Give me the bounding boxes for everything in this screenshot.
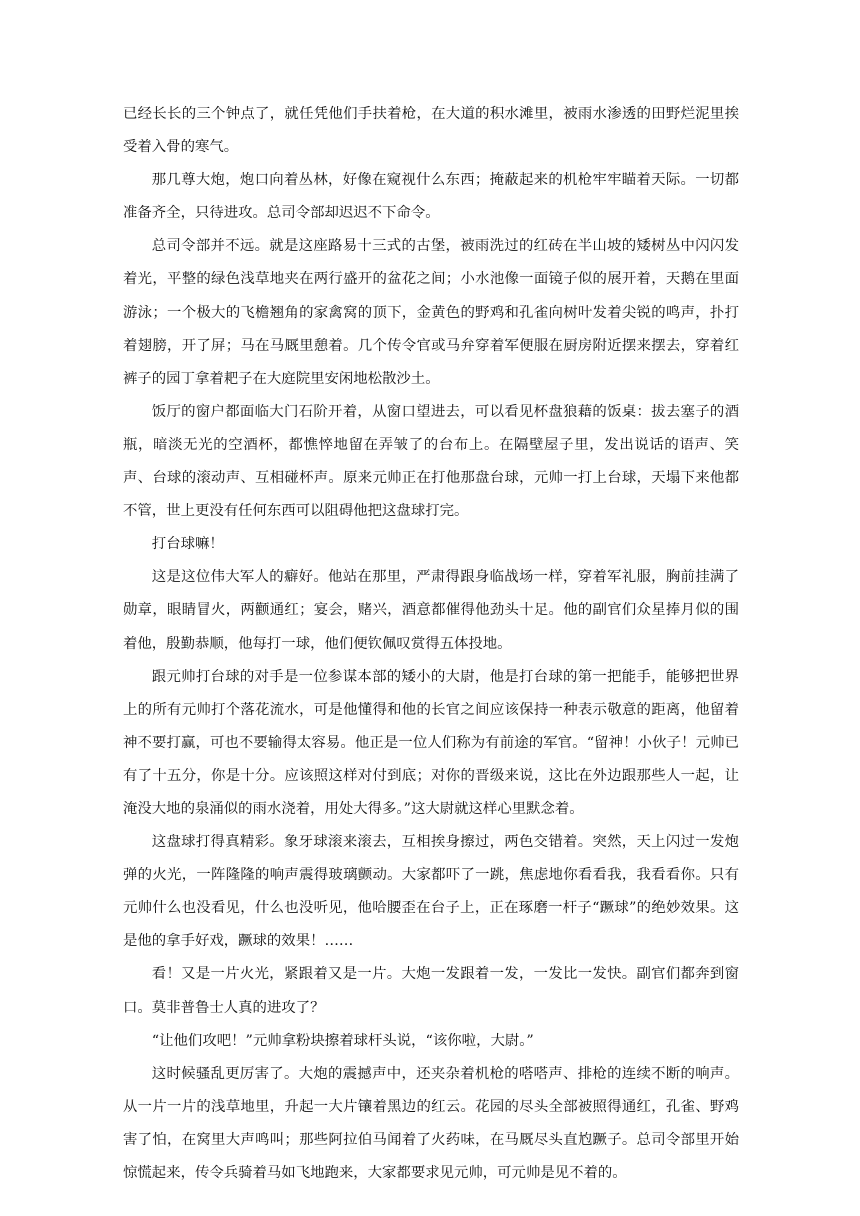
paragraph-4: 饭厅的窗户都面临大门石阶开着，从窗口望进去，可以看见杯盘狼藉的饭桌：拔去塞子的酒瓶，暗淡无光的空酒杯，都憔悴地留在弄皱了的台布上。在隔壁屋子里，发出说话的语声、笑声、台球的滚动声、互相碰杯声。原来元帅正在打他那盘台球，元帅一打上台球，天塌下来他都不管，世上更没有任何东西可以阻碍他把这盘球打完。 (123, 403, 739, 520)
paragraph-11: 这时候骚乱更厉害了。大炮的震撼声中，还夹杂着机枪的嗒嗒声、排枪的连续不断的响声。从一片一片的浅草地里，升起一大片镶着黑边的红云。花园的尽头全部被照得通红，孔雀、野鸡害了怕，在窝里大声鸣叫；那些阿拉伯马闻着了火药味，在马厩尽头直尥蹶子。总司令部里开始惊慌起来，传令兵骑着马如飞地跑来，大家都要求见元帅，可元帅是见不着的。 (123, 1065, 739, 1181)
paragraph-8: 这盘球打得真精彩。象牙球滚来滚去，互相挨身擦过，两色交错着。突然，天上闪过一发炮弹的火光，一阵隆隆的响声震得玻璃颤动。大家都吓了一跳，焦虑地你看看我，我看看你。只有元帅什么也没看见，什么也没听见，他哈腰歪在台子上，正在琢磨一杆子“蹶球”的绝妙效果。这是他的拿手好戏，蹶球的效果！…… (123, 834, 739, 950)
paragraph-2: 那几尊大炮，炮口向着丛林，好像在窥视什么东西；掩蔽起来的机枪牢牢瞄着天际。一切都准备齐全，只待进攻。总司令部却迟迟不下命令。 (123, 172, 739, 222)
article-body (123, 98, 739, 1190)
paragraph-9: 看！又是一片火光，紧跟着又是一片。大炮一发跟着一发，一发比一发快。副官们都奔到窗口。莫非普鲁士人真的进攻了？ (123, 966, 739, 1016)
paragraph-5: 打台球嘛！ (151, 536, 224, 553)
paragraph-7: 跟元帅打台球的对手是一位参谋本部的矮小的大尉，他是打台球的第一把能手，能够把世界上的所有元帅打个落花流水，可是他懂得和他的长官之间应该保持一种表示敬意的距离，他留着神不要打赢，可也不要输得太容易。他正是一位人们称为有前途的军官。“留神！小伙子！元帅已有了十五分，你是十分。应该照这样对付到底；对你的晋级来说，这比在外边跟那些人一起，让淹没大地的泉涌似的雨水浇着，用处大得多。”这大尉就这样心里默念着。 (123, 668, 739, 817)
paragraph-3: 总司令部并不远。就是这座路易十三式的古堡，被雨洗过的红砖在半山坡的矮树丛中闪闪发着光，平整的绿色浅草地夹在两行盛开的盆花之间；小水池像一面镜子似的展开着，天鹅在里面游泳；一个极大的飞檐翘角的家禽窝的顶下，金黄色的野鸡和孔雀向树叶发着尖锐的鸣声，扑打着翅膀，开了屏；马在马厩里憩着。几个传令官或马弁穿着军便服在厨房附近摆来摆去，穿着红裤子的园丁拿着耙子在大庭院里安闲地松散沙土。 (123, 238, 739, 387)
paragraph-10: “让他们攻吧！”元帅拿粉块擦着球杆头说，“该你啦，大尉。” (151, 1032, 534, 1049)
paragraph-6: 这是这位伟大军人的癖好。他站在那里，严肃得跟身临战场一样，穿着军礼服，胸前挂满了勋章，眼睛冒火，两颧通红；宴会，赌兴，酒意都催得他劲头十足。他的副官们众星捧月似的围着他，殷勤恭顺，他每打一球，他们便钦佩叹赏得五体投地。 (123, 569, 739, 652)
paragraph-1: 已经长长的三个钟点了，就任凭他们手扶着枪，在大道的积水滩里，被雨水渗透的田野烂泥里挨受着入骨的寒气。 (123, 106, 739, 156)
